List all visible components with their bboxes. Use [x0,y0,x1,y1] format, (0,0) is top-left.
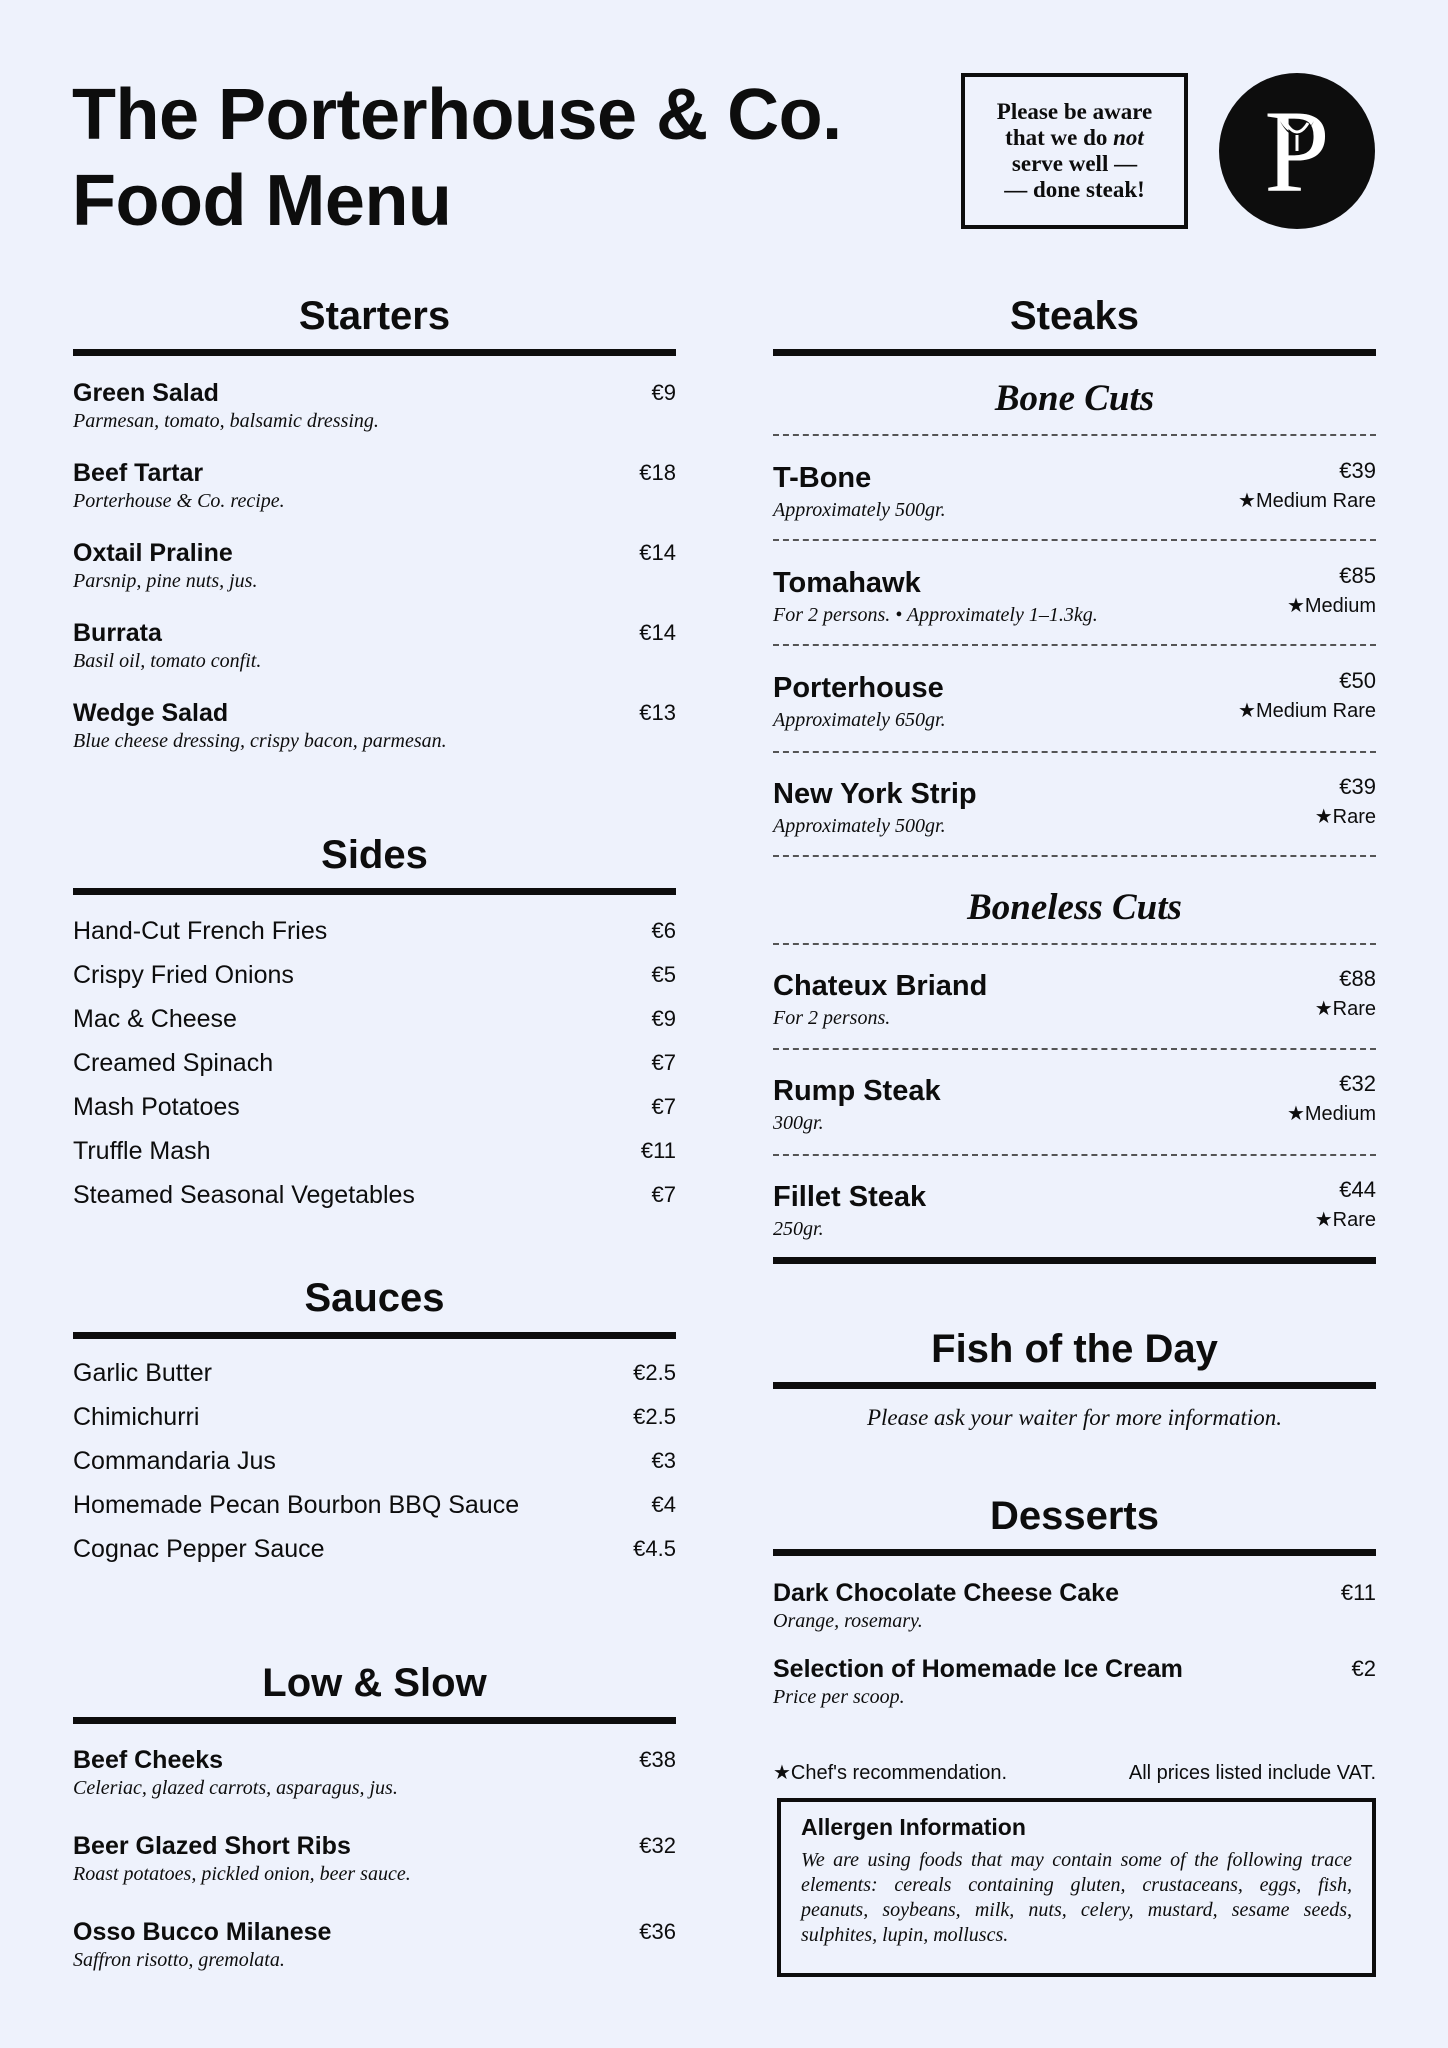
item-name: Garlic Butter [73,1359,212,1387]
item-name: Selection of Homemade Ice Cream [773,1655,1183,1683]
item-name: Commandaria Jus [73,1447,276,1475]
item-desc: 250gr. [773,1218,824,1240]
item-desc: Parmesan, tomato, balsamic dressing. [73,410,379,432]
item-price: €2.5 [633,1404,676,1429]
item-price: €7 [651,1050,676,1075]
item-desc: Blue cheese dressing, crispy bacon, parmesan. [73,730,447,752]
item-price: €7 [651,1094,676,1119]
steaks-title: Steaks [1010,294,1139,338]
desserts-rule [773,1549,1376,1556]
item-desc: Orange, rosemary. [773,1610,923,1632]
boneless-cuts-title: Boneless Cuts [967,887,1182,928]
item-desc: Basil oil, tomato confit. [73,650,262,672]
item-desc: Parsnip, pine nuts, jus. [73,570,258,592]
starters-rule [73,349,676,356]
steak-item [773,460,1376,523]
fish-title: Fish of the Day [931,1327,1218,1371]
low-slow-rule [73,1717,676,1724]
item-price: €39 [1339,458,1376,483]
starters-title: Starters [298,294,451,338]
doneness-tag: ★Medium [1286,595,1376,617]
item-price: €3 [651,1448,676,1473]
list-item [73,1092,676,1122]
doneness-tag: ★Rare [1314,806,1376,828]
menu-item [73,1831,676,1887]
doneness-tag: ★Rare [1314,1209,1376,1231]
menu-item [73,458,676,514]
item-price: €39 [1339,774,1376,799]
notice-line-4: — done steak! [1004,177,1145,202]
steak-item [773,565,1376,628]
item-name: Beer Glazed Short Ribs [73,1832,351,1860]
logo-letter: P [1264,91,1330,211]
item-name: Burrata [73,619,162,647]
item-desc: For 2 persons. • Approximately 1–1.3kg. [773,604,1098,626]
list-item [73,1004,676,1034]
sides-rule [73,888,676,895]
item-price: €13 [639,700,676,725]
item-price: €7 [651,1182,676,1207]
dashed-divider [773,434,1376,436]
item-name: Beef Tartar [73,459,204,487]
item-name: New York Strip [773,778,977,810]
steaks-rule [773,349,1376,356]
item-price: €14 [639,620,676,645]
item-desc: Approximately 650gr. [773,709,946,731]
item-name: Cognac Pepper Sauce [73,1535,325,1563]
item-name: T-Bone [773,462,872,494]
dashed-divider [773,943,1376,945]
item-price: €5 [651,962,676,987]
item-name: Homemade Pecan Bourbon BBQ Sauce [73,1491,520,1519]
item-desc: 300gr. [773,1112,824,1134]
item-price: €85 [1339,563,1376,588]
steak-item [773,776,1376,839]
item-price: €6 [651,918,676,943]
list-item [73,1136,676,1166]
item-name: Beef Cheeks [73,1746,224,1774]
item-name: Fillet Steak [773,1181,927,1213]
list-item [73,1048,676,1078]
doneness-tag: ★Medium Rare [1238,700,1376,722]
allergen-box [777,1798,1376,1977]
fish-rule [773,1382,1376,1389]
dashed-divider [773,1048,1376,1050]
list-item [73,1358,676,1388]
list-item [73,1534,676,1564]
menu-item [73,618,676,674]
dashed-divider [773,1154,1376,1156]
steak-item [773,1073,1376,1136]
doneness-tag: ★Medium Rare [1238,490,1376,512]
item-price: €11 [1340,1580,1376,1605]
well-done-notice [961,73,1188,229]
menu-item [73,1745,676,1801]
dashed-divider [773,855,1376,857]
item-price: €2.5 [633,1360,676,1385]
steak-item [773,968,1376,1031]
item-name: Wedge Salad [73,699,229,727]
item-price: €18 [639,460,676,485]
list-item [73,1402,676,1432]
item-desc: Approximately 500gr. [773,499,946,521]
item-price: €50 [1339,668,1376,693]
menu-item [773,1654,1376,1710]
item-price: €32 [639,1833,676,1858]
item-price: €4.5 [633,1536,676,1561]
dashed-divider [773,539,1376,541]
item-name: Creamed Spinach [73,1049,274,1077]
list-item [73,1446,676,1476]
title-line-1: The Porterhouse & Co. [72,75,842,155]
porterhouse-logo [1219,73,1375,229]
item-name: Hand-Cut French Fries [73,917,328,945]
item-name: Oxtail Praline [73,539,233,567]
bone-cuts-title: Bone Cuts [994,378,1155,419]
item-desc: Celeriac, glazed carrots, asparagus, jus. [73,1777,398,1799]
item-price: €14 [639,540,676,565]
item-price: €38 [639,1747,676,1772]
item-desc: Porterhouse & Co. recipe. [73,490,285,512]
allergen-text: We are using foods that may contain some of the following trace elements: cereals containing gluten, crustaceans, eggs, fish, peanuts, soybeans, milk, nuts, celery, mustard, sesame seeds, sulphites, lupin, molluscs. [801,1849,1352,1946]
item-price: €2 [1351,1656,1376,1681]
sides-title: Sides [321,833,428,877]
notice-line-2-a: that we do [1005,125,1114,150]
item-price: €4 [651,1492,676,1517]
fish-note: Please ask your waiter for more information. [866,1405,1283,1430]
dashed-divider [773,644,1376,646]
item-name: Dark Chocolate Cheese Cake [773,1579,1119,1607]
logo-mark-icon [1242,91,1352,211]
item-name: Green Salad [73,379,219,407]
sauces-rule [73,1332,676,1339]
steak-item [773,1179,1376,1242]
item-price: €36 [639,1919,676,1944]
item-name: Tomahawk [773,567,921,599]
menu-item [73,698,676,754]
item-name: Chimichurri [73,1403,200,1431]
menu-item [73,1917,676,1973]
desserts-title: Desserts [989,1494,1159,1538]
title-line-2: Food Menu [72,161,452,241]
item-name: Steamed Seasonal Vegetables [73,1181,415,1209]
item-name: Crispy Fried Onions [73,961,294,989]
item-name: Mac & Cheese [73,1005,237,1033]
item-desc: Approximately 500gr. [773,815,946,837]
notice-line-3: serve well — [1011,151,1138,176]
doneness-tag: ★Medium [1286,1103,1376,1125]
low-slow-title: Low & Slow [262,1661,487,1705]
notice-line-2 [965,125,1184,151]
item-name: Mash Potatoes [73,1093,240,1121]
menu-item [73,378,676,434]
item-price: €9 [651,1006,676,1031]
item-price: €9 [651,380,676,405]
list-item [73,1490,676,1520]
item-name: Porterhouse [773,672,944,704]
doneness-tag: ★Rare [1314,998,1376,1020]
notice-line-1: Please be aware [996,99,1153,124]
item-name: Truffle Mash [73,1137,211,1165]
item-name: Osso Bucco Milanese [73,1918,332,1946]
footer-notes [773,1760,1376,1786]
dashed-divider [773,751,1376,753]
item-desc: For 2 persons. [773,1007,891,1029]
item-price: €11 [640,1138,676,1163]
notice-line-2-emphasis: not [1113,125,1144,150]
list-item [73,960,676,990]
item-price: €44 [1339,1177,1376,1202]
sauces-title: Sauces [304,1276,445,1320]
item-price: €32 [1339,1071,1376,1096]
list-item [73,916,676,946]
menu-item [773,1578,1376,1634]
steak-item [773,670,1376,733]
item-desc: Saffron risotto, gremolata. [73,1949,285,1971]
steaks-bottom-rule [773,1257,1376,1264]
item-price: €88 [1339,966,1376,991]
item-name: Rump Steak [773,1075,941,1107]
menu-item [73,538,676,594]
vat-note: All prices listed include VAT. [1128,1762,1376,1784]
page-title [72,72,842,244]
item-desc: Roast potatoes, pickled onion, beer sauce. [73,1863,411,1885]
item-desc: Price per scoop. [773,1686,905,1708]
list-item [73,1180,676,1210]
item-name: Chateux Briand [773,970,988,1002]
allergen-title: Allergen Information [801,1814,1026,1840]
chef-recommendation-note: ★Chef's recommendation. [773,1762,1008,1784]
